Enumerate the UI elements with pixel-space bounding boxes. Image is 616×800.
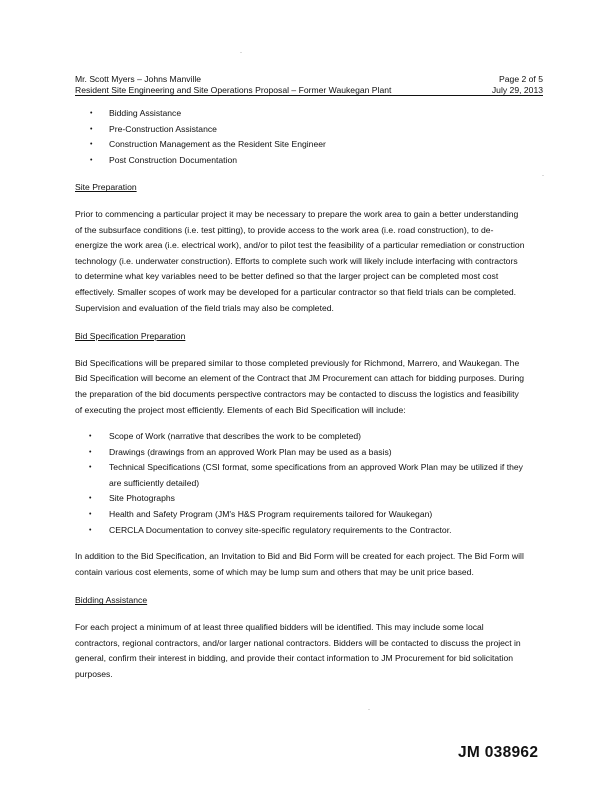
list-item bbox=[75, 153, 525, 169]
list-item-text: Site Photographs bbox=[109, 493, 175, 504]
bates-stamp: JM 038962 bbox=[458, 744, 539, 761]
list-item bbox=[75, 106, 525, 122]
list-item bbox=[75, 122, 525, 138]
bullet-icon: • bbox=[90, 156, 93, 164]
bidding-assistance-paragraph: For each project a minimum of at least three qualified bidders will be identified. This may include some local contractors, regional contractors, and/or larger national contractors. Bidders will be contacted to discuss the project in general, confirm their interest in bidding, and provide their contact information to JM Procurement for bid solicitation purposes. bbox=[75, 622, 521, 679]
list-item-text: Pre-Construction Assistance bbox=[109, 123, 217, 134]
list-item-text: Post Construction Documentation bbox=[109, 154, 238, 165]
services-list bbox=[75, 106, 525, 168]
header-recipient: Mr. Scott Myers – Johns Manville bbox=[75, 74, 202, 84]
bid-form-paragraph: In addition to the Bid Specification, an Invitation to Bid and Bid Form will be created for each project. The Bid Form will contain various cost elements, some of which may be lump sum and others that may be unit price based. bbox=[75, 551, 524, 577]
list-item-text: Health and Safety Program (JM's H&S Program requirements tailored for Waukegan) bbox=[109, 509, 433, 520]
page-header bbox=[75, 74, 543, 96]
header-date: July 29, 2013 bbox=[491, 84, 543, 95]
list-item-text: Bidding Assistance bbox=[109, 108, 182, 118]
list-item bbox=[75, 137, 525, 153]
header-page-number: Page 2 of 5 bbox=[499, 74, 543, 84]
header-row-2 bbox=[75, 85, 543, 97]
bid-specification-paragraph: Bid Specifications will be prepared similar to those completed previously for Richmond, Marrero, and Waukegan. The Bid Specification will become an element of the Contract that JM Procurement can attach for bidding purposes. During the preparation of the bid documents perspective contractors may be contacted to discuss the logistics and feasibility of executing the project most efficiently. Elements of each Bid Specification will include: bbox=[75, 357, 525, 415]
page-body bbox=[75, 106, 525, 682]
site-preparation-heading: Site Preparation bbox=[75, 182, 137, 193]
list-item bbox=[75, 445, 525, 461]
bullet-icon: • bbox=[89, 495, 92, 503]
list-item bbox=[75, 507, 525, 523]
header-row-1 bbox=[75, 74, 543, 85]
bullet-icon: • bbox=[89, 433, 92, 441]
site-preparation-paragraph: Prior to commencing a particular project it may be necessary to prepare the work area to gain a better understanding of the subsurface conditions (i.e. test pitting), to provide access to the work area (i.e. road construction), to de-energize the work area (i.e. electrical work), and/or to pilot test the feasibility of a particular remediation or construction technology (i.e. underwater construction). Efforts to complete such work will likely include interfacing with contractors to determine what key variables need to be better defined so that the larger project can be completed most cost effectively. Smaller scopes of work may be developed for a particular contractor so that field trials can be completed. Supervision and evaluation of the field trials may also be completed. bbox=[75, 208, 525, 313]
bullet-icon: • bbox=[89, 511, 92, 519]
bullet-icon: • bbox=[89, 464, 92, 472]
list-item-text: CERCLA Documentation to convey site-specific regulatory requirements to the Contractor. bbox=[109, 524, 452, 535]
list-item-text: Drawings (drawings from an approved Work Plan may be used as a basis) bbox=[109, 446, 392, 457]
scan-speck: · bbox=[542, 173, 544, 179]
list-item-text: Scope of Work (narrative that describes the work to be completed) bbox=[109, 431, 362, 442]
header-document-title: Resident Site Engineering and Site Operations Proposal – Former Waukegan Plant bbox=[75, 84, 392, 95]
bullet-icon: • bbox=[89, 526, 92, 534]
bullet-icon: • bbox=[90, 125, 93, 133]
bullet-icon: • bbox=[90, 110, 93, 117]
scan-speck: · bbox=[240, 50, 242, 56]
list-item bbox=[75, 491, 525, 507]
bullet-icon: • bbox=[89, 448, 92, 456]
bid-specification-heading: Bid Specification Preparation bbox=[75, 331, 186, 342]
list-item bbox=[75, 460, 529, 491]
bullet-icon: • bbox=[90, 141, 93, 149]
scan-speck: · bbox=[368, 707, 370, 713]
bidding-assistance-heading: Bidding Assistance bbox=[75, 595, 148, 606]
list-item bbox=[75, 429, 525, 445]
list-item bbox=[75, 523, 525, 539]
list-item-text: Technical Specifications (CSI format, some specifications from an approved Work Plan may be utilized if they are sufficiently detailed) bbox=[109, 462, 523, 488]
list-item-text: Construction Management as the Resident Site Engineer bbox=[109, 139, 326, 150]
bid-specification-elements-list bbox=[75, 429, 525, 538]
